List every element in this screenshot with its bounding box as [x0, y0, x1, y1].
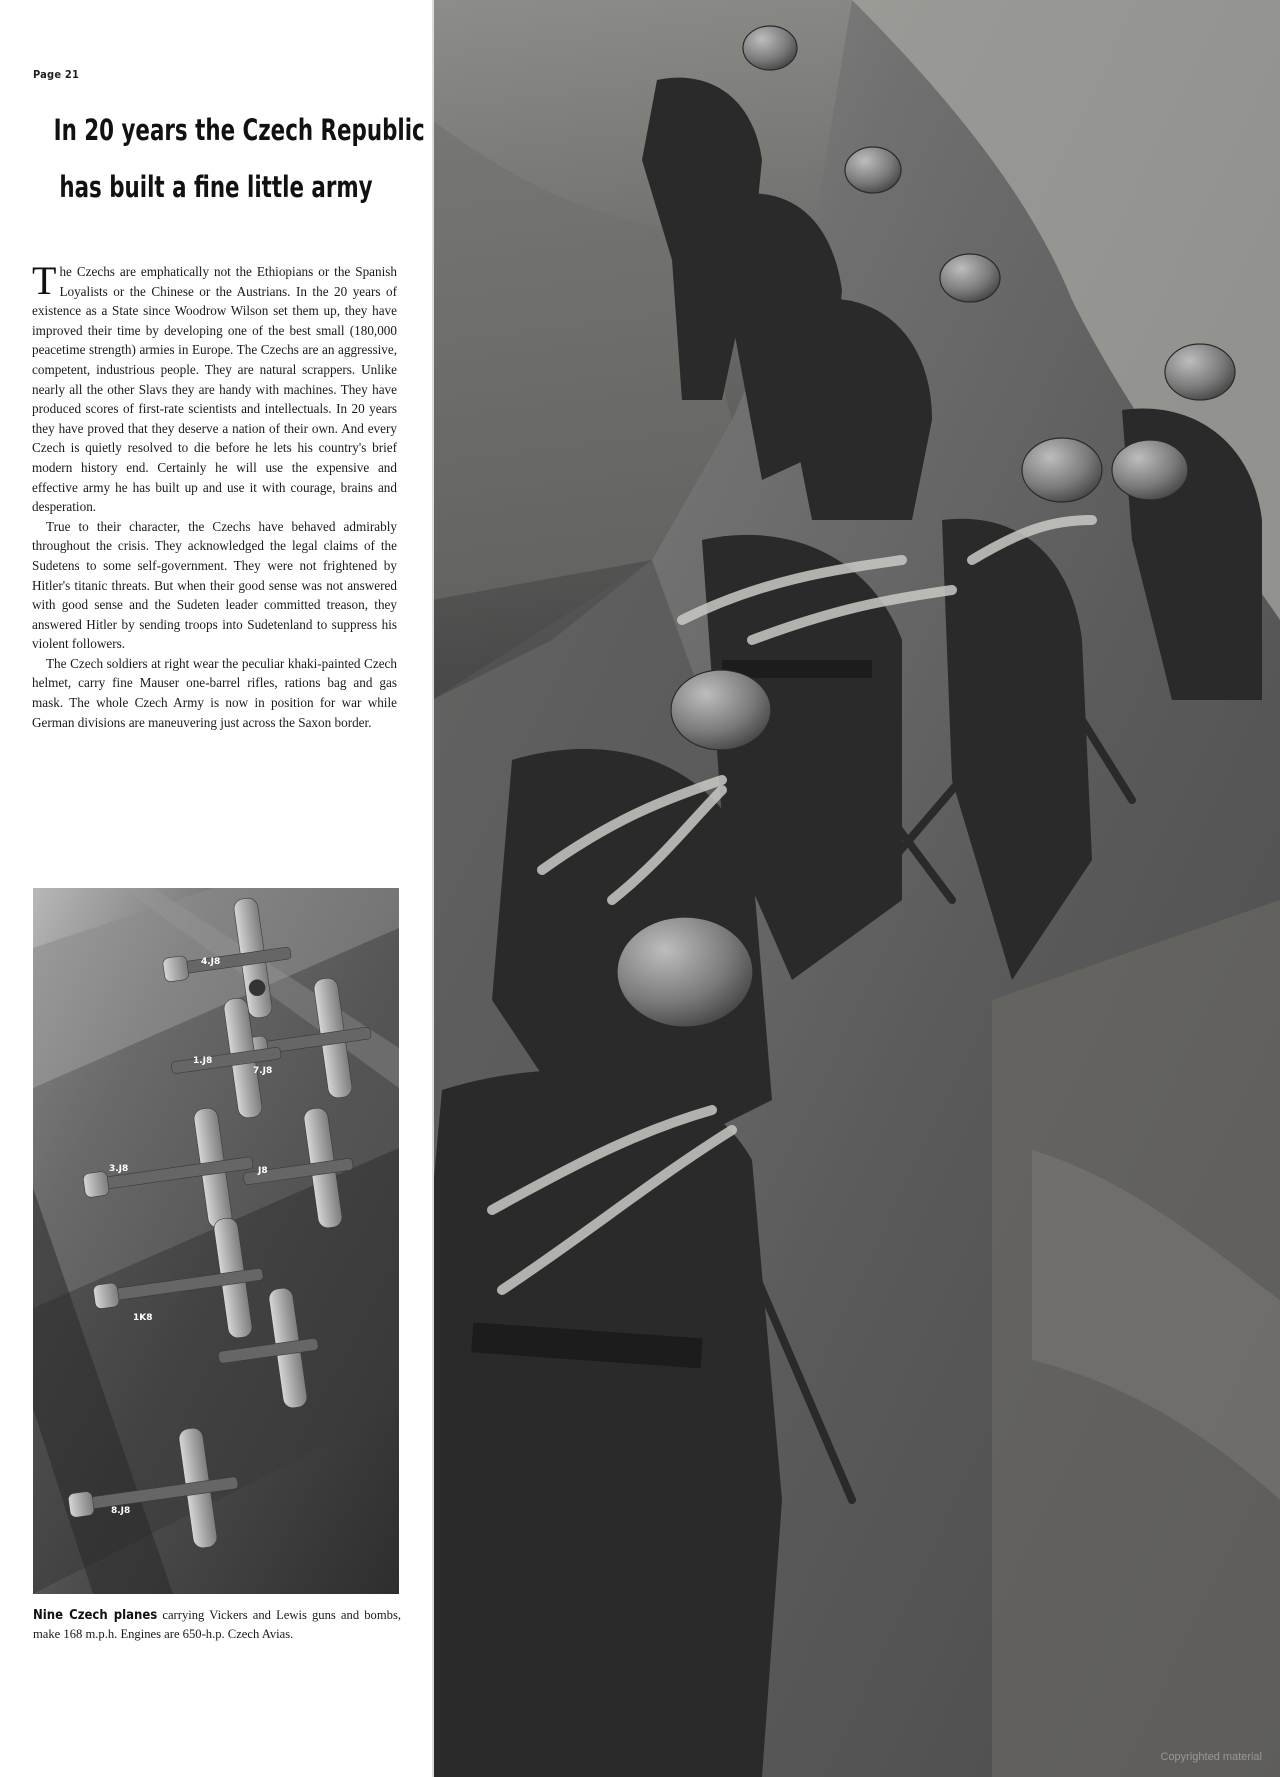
plane-marking-7: 8.J8 — [111, 1506, 131, 1516]
caption-lead: Nine Czech planes — [33, 1608, 158, 1623]
plane-marking-3: 7.J8 — [253, 1066, 273, 1076]
plane-marking-4: 3.J8 — [109, 1164, 129, 1174]
soldiers-photo — [432, 0, 1280, 1777]
planes-photo — [33, 888, 399, 1594]
page-number: Page 21 — [33, 68, 80, 81]
plane-marking-2: 1.J8 — [193, 1056, 213, 1066]
article-paragraph-1-text: he Czechs are emphatically not the Ethiopians or the Spanish Loyalists or the Chinese or the Austrians. In the 20 years of existence as a State since Woodrow Wilson set them up, they have improved their time by developing one of the best small (180,000 peacetime strength) armies in Europe. The Czechs are an aggressive, competent, industrious people. They are natural scrappers. Unlike nearly all the other Slavs they are handy with machines. They have produced scores of first-rate scientists and intellectuals. In 20 years they have proved that they deserve a nation of their own. And every Czech is quietly resolved to die before he lets his country's brief modern history end. Certainly he will use the expensive and effective army he has built up and use it with courage, brains and desperation. — [32, 264, 397, 515]
plane-marking-1: 4.J8 — [201, 957, 221, 967]
planes-photo-illustration — [33, 888, 399, 1594]
article-paragraph-3: The Czech soldiers at right wear the peculiar khaki-painted Czech helmet, carry fine Mauser one-barrel rifles, rations bag and gas mask. The whole Czech Army is now in position for war while German divisions are maneuvering just across the Saxon border. — [32, 655, 397, 730]
soldiers-photo-illustration — [432, 0, 1280, 1777]
headline-line-1: In 20 years the Czech Republic — [53, 113, 425, 147]
article-paragraph-1 — [32, 258, 397, 517]
caption-text: carrying Vickers and Lewis guns and bombs, make 168 m.p.h. Engines are 650-h.p. Czech Avias. — [33, 1608, 401, 1641]
headline — [53, 102, 425, 216]
planes-caption — [33, 1606, 401, 1643]
plane-marking-5: J8 — [258, 1166, 268, 1176]
plane-marking-6: 1K8 — [133, 1313, 153, 1323]
copyright-watermark: Copyrighted material — [1160, 1751, 1262, 1763]
article-paragraph-2: True to their character, the Czechs have behaved admirably throughout the crisis. They acknowledged the legal claims of the Sudetens to some self-government. They were not frightened by Hitler's titanic threats. But when their good sense was not answered with good sense and the Sudeten leader committed treason, they answered Hitler by sending troops into Sudetenland to suppress his violent followers. — [32, 518, 397, 652]
article-body — [32, 258, 397, 732]
headline-line-2: has built a fine little army — [59, 170, 373, 204]
drop-cap: T — [32, 258, 57, 303]
text-column — [0, 0, 432, 1777]
